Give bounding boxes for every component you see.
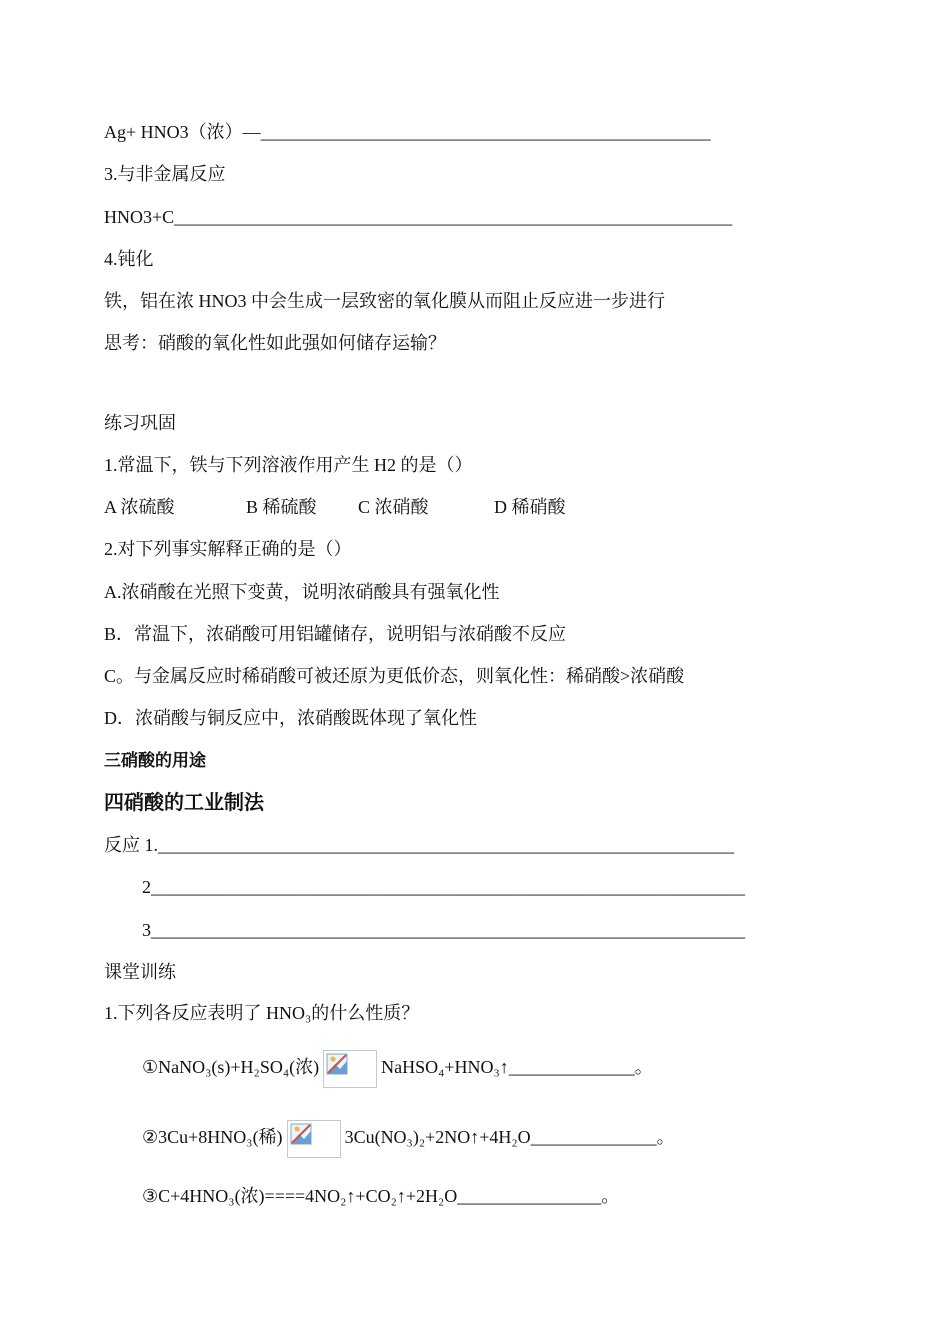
question-2-option-c: C。与金属反应时稀硝酸可被还原为更低价态，则氧化性：稀硝酸>浓硝酸: [104, 666, 685, 686]
ag-reaction-text: Ag+ HNO3（浓）—: [104, 122, 261, 142]
equation-1-right: NaHSO₄+HNO₃↑______________。: [381, 1057, 653, 1077]
practice-heading: 练习巩固: [104, 413, 176, 433]
option-c: C 浓硝酸: [358, 497, 429, 517]
broken-image-icon: [323, 1050, 377, 1088]
ag-answer-blank: __________________________________________________: [260, 122, 711, 142]
question-2-option-d: D．浓硝酸与铜反应中，浓硝酸既体现了氧化性: [104, 708, 477, 728]
equation-3: ③C+4HNO₃(浓)====4NO₂↑+CO₂↑+2H₂O________________。: [142, 1186, 620, 1206]
equation-1-left: ①NaNO₃(s)+H₂SO₄(浓): [142, 1057, 320, 1077]
think-question: 思考：硝酸的氧化性如此强如何储存运输？: [104, 333, 446, 353]
option-a: A 浓硫酸: [104, 497, 175, 517]
equation-2-right: 3Cu(NO₃)₂+2NO↑+4H₂O______________。: [344, 1127, 675, 1147]
section-uses-heading: 三硝酸的用途: [104, 751, 206, 771]
section-passivation-heading: 4.钝化: [104, 249, 154, 269]
equation-2-left: ②3Cu+8HNO₃(稀): [142, 1127, 283, 1147]
c-answer-blank: ______________________________________________________________: [174, 207, 733, 227]
reaction-2-line: 2__________________________________________________________________: [142, 877, 745, 897]
passivation-text: 铁，铝在浓 HNO3 中会生成一层致密的氧化膜从而阻止反应进一步进行: [104, 291, 665, 311]
question-2-option-a: A.浓硝酸在光照下变黄，说明浓硝酸具有强氧化性: [104, 582, 500, 602]
question-1: 1.常温下，铁与下列溶液作用产生 H2 的是（）: [104, 455, 473, 475]
ag-reaction-line: [104, 120, 711, 144]
reaction-1-line: 反应 1.________________________________________________________________: [104, 835, 734, 855]
section-nonmetal-heading: 3.与非金属反应: [104, 164, 226, 184]
option-b: B 稀硫酸: [246, 497, 317, 517]
training-heading: 课堂训练: [104, 962, 176, 982]
section-industrial-heading: 四硝酸的工业制法: [104, 790, 264, 814]
question-1-options: [104, 495, 566, 519]
option-d: D 稀硝酸: [494, 497, 566, 517]
broken-image-icon: [287, 1120, 341, 1158]
reaction-3-line: 3__________________________________________________________________: [142, 920, 745, 940]
equation-2: [142, 1118, 675, 1158]
question-2-option-b: B．常温下，浓硝酸可用铝罐储存，说明铝与浓硝酸不反应: [104, 624, 567, 644]
training-question-1: 1.下列各反应表明了 HNO₃的什么性质？: [104, 1003, 420, 1023]
c-reaction-line: [104, 205, 732, 229]
c-reaction-text: HNO3+C: [104, 207, 175, 227]
equation-1: [142, 1048, 653, 1088]
question-2: 2.对下列事实解释正确的是（）: [104, 539, 352, 559]
